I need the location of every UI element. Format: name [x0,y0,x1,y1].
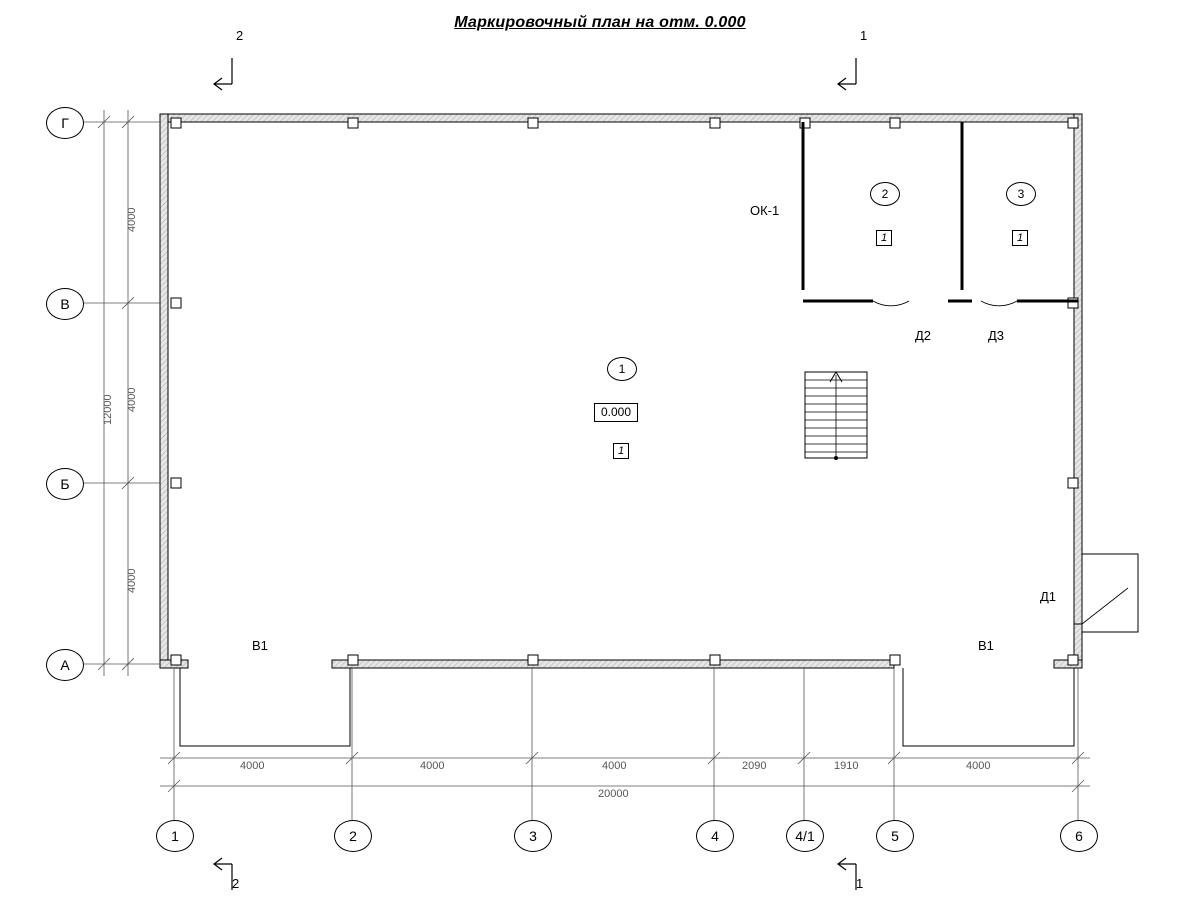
gate-b1-left-label: В1 [252,638,268,653]
room-number-3: 3 [1006,182,1036,206]
section-mark-2-bottom: 2 [232,876,240,891]
finish-tag-room-1: 1 [613,443,629,459]
gate-b1-right-label: В1 [978,638,994,653]
staircase [805,372,867,460]
dim-horizontal-seg-6: 4000 [966,760,991,772]
door-d3-label: Д3 [988,328,1005,343]
dim-vertical-seg-3: 4000 [126,568,138,593]
exterior-walls [160,114,1082,668]
left-dimension-lines [84,110,160,676]
axis-bubble-v[interactable]: В [46,288,84,320]
dim-horizontal-seg-1: 4000 [240,760,265,772]
door-d2-label: Д2 [915,328,932,343]
door-d1-label: Д1 [1040,589,1057,604]
finish-tag-room-2: 1 [876,230,892,246]
dim-horizontal-seg-4: 2090 [742,760,767,772]
columns [171,118,1078,665]
interior-partitions [803,122,1078,302]
axis-bubble-b[interactable]: Б [46,468,84,500]
dim-horizontal-seg-2: 4000 [420,760,445,772]
section-mark-1-top: 1 [860,28,868,43]
axis-bubble-6[interactable]: 6 [1060,820,1098,852]
dim-vertical-seg-2: 4000 [126,387,138,412]
floor-level-mark: 0.000 [594,403,638,422]
room-number-2: 2 [870,182,900,206]
page-title: Маркировочный план на отм. 0.000 [454,14,746,31]
section-mark-1-bottom: 1 [856,876,864,891]
dim-horizontal-seg-5: 1910 [834,760,859,772]
finish-tag-room-3: 1 [1012,230,1028,246]
axis-bubble-2[interactable]: 2 [334,820,372,852]
dim-horizontal-overall: 20000 [598,788,629,800]
axis-bubble-a[interactable]: А [46,649,84,681]
axis-bubble-4[interactable]: 4 [696,820,734,852]
axis-bubble-4-1[interactable]: 4/1 [786,820,824,852]
window-ok-1-label: ОК-1 [750,203,780,218]
axis-bubble-3[interactable]: 3 [514,820,552,852]
entrance-vestibule-d1 [1082,554,1138,632]
gate-aprons [180,668,1074,746]
room-number-1: 1 [607,357,637,381]
axis-bubble-g[interactable]: Г [46,107,84,139]
door-swing-arcs [873,301,1017,306]
axis-bubble-1[interactable]: 1 [156,820,194,852]
section-mark-2-top: 2 [236,28,244,43]
axis-bubble-5[interactable]: 5 [876,820,914,852]
dim-vertical-seg-1: 4000 [126,207,138,232]
dim-vertical-overall: 12000 [102,394,114,425]
dim-horizontal-seg-3: 4000 [602,760,627,772]
